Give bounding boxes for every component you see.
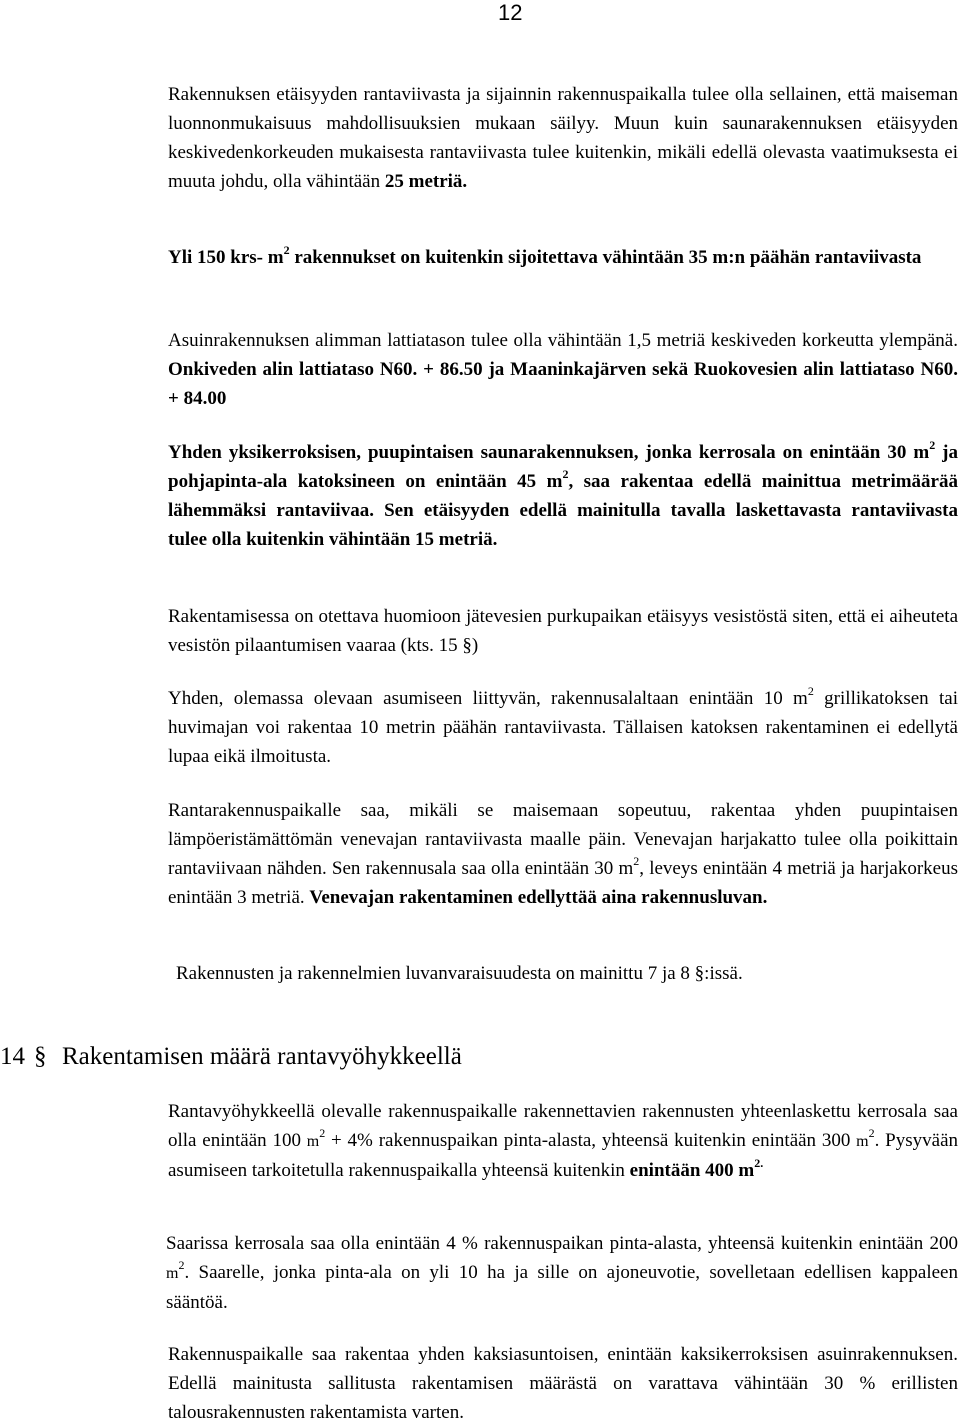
paragraph-floor-area [168, 1097, 958, 1185]
paragraph-text: Rakennuksen etäisyyden rantaviivasta ja sijainnin rakennuspaikalla tulee olla sellainen, että maiseman luonnonmukaisuus mahdollisuuksien mukaan säilyy. Muun kuin saunarakennuksen etäisyyden keskivedenkorkeuden mukaisesta rantaviivasta tulee kuitenkin, mikäli edellä olevasta vaatimuksesta ei muuta johdu, olla vähintään [168, 84, 958, 192]
paragraph-text: , leveys enintään 4 metriä ja harjakorkeus enintään 3 metriä. [168, 858, 958, 908]
superscript: 2 [868, 1126, 875, 1140]
unit-m: m [166, 1265, 179, 1282]
paragraph-text: + 4% rakennuspaikan pinta-alasta, yhteensä kuitenkin enintään 300 [325, 1130, 851, 1151]
superscript: 2 [807, 684, 814, 698]
section-title: Rakentamisen määrä rantavyöhykkeellä [62, 1043, 462, 1070]
paragraph-text: . Pysyvään asumiseen tarkoitetulla rakennuspaikalla yhteensä kuitenkin [168, 1130, 959, 1181]
paragraph-large-buildings [168, 243, 958, 272]
unit-m: m [738, 1160, 755, 1181]
paragraph-permit-reference [176, 959, 956, 988]
section-heading [0, 1043, 462, 1071]
paragraph-text: . Saarelle, jonka pinta-ala on yli 10 ha ja sille on ajoneuvotie, sovelletaan edellisen kappaleen sääntöä. [166, 1262, 958, 1313]
superscript: 2 [283, 243, 290, 257]
paragraph-floor-level [168, 326, 958, 413]
paragraph-text: rakennukset on kuitenkin sijoitettava vähintään 35 m:n päähän rantaviivasta [289, 247, 922, 268]
paragraph-text: Yli 150 krs- m [168, 247, 284, 268]
superscript: 2 [562, 467, 569, 481]
paragraph-text: Saarissa kerrosala saa olla enintään 4 % rakennuspaikan pinta-alasta, yhteensä kuitenkin enintään 200 [166, 1233, 958, 1254]
superscript: 2 [633, 854, 640, 868]
paragraph-text: Rantavyöhykkeellä olevalle rakennuspaikalle rakennettavien rakennusten yhteenlaskettu kerrosala saa olla enintään 100 [168, 1101, 958, 1151]
paragraph-text: Yhden, olemassa olevaan asumiseen liittyvän, rakennusalaltaan enintään 10 m [168, 688, 808, 709]
section-symbol: § [34, 1043, 47, 1070]
superscript: 2 [178, 1258, 185, 1272]
bold-floor-levels: Onkiveden alin lattiataso N60. + 86.50 ja Maaninkajärven sekä Ruokovesien alin lattiataso N60. + 84.00 [168, 359, 958, 409]
bold-distance: 25 metriä. [384, 171, 468, 192]
bold-permit-required: Venevajan rakentaminen edellyttää aina rakennusluvan. [309, 887, 768, 908]
paragraph-text: Rakennuspaikalle saa rakentaa yhden kaksiasuntoisen, enintään kaksikerroksisen asuinrakennuksen. Edellä mainitusta sallitusta rakentamisen määrästä on varattava vähintään 30 % erillisten talousrakennusten rakentamista varten. [168, 1344, 958, 1423]
paragraph-grill-shelter [168, 684, 958, 771]
page-number: 12 [498, 0, 523, 25]
section-number: 14 [0, 1043, 25, 1070]
paragraph-residential [168, 1340, 958, 1427]
paragraph-text: ja pohjapinta-ala katoksineen on enintään 45 m [168, 442, 959, 492]
paragraph-wastewater [168, 602, 958, 660]
superscript: 2 [929, 438, 936, 452]
paragraph-text: Rakennusten ja rakennelmien luvanvaraisuudesta on mainittu 7 ja 8 §:issä. [176, 963, 743, 984]
paragraph-text: Yhden yksikerroksisen, puupintaisen saunarakennuksen, jonka kerrosala on enintään 30 m [168, 442, 930, 463]
paragraph-shore-distance [168, 80, 958, 196]
bold-max-area: enintään 400 [629, 1160, 734, 1181]
paragraph-boathouse [168, 796, 958, 912]
unit-m: m [306, 1133, 320, 1150]
superscript: 2. [754, 1156, 764, 1170]
paragraph-text: , saa rakentaa edellä mainittua metrimäärää lähemmäksi rantaviivaa. Sen etäisyyden edellä mainitulla tavalla laskettavasta rantaviivasta tulee olla kuitenkin vähintään 15 metriä. [168, 471, 958, 550]
paragraph-islands [166, 1229, 958, 1317]
superscript: 2 [319, 1126, 326, 1140]
paragraph-text: grillikatoksen tai huvimajan voi rakentaa 10 metrin päähän rantaviivasta. Tällaisen katoksen rakentaminen ei edellytä lupaa eikä ilmoitusta. [168, 688, 958, 767]
unit-m: m [856, 1133, 869, 1150]
paragraph-text: Rakentamisessa on otettava huomioon jätevesien purkupaikan etäisyys vesistöstä siten, että ei aiheuteta vesistön pilaantumisen vaaraa (kts. 15 §) [168, 606, 958, 656]
paragraph-sauna [168, 438, 958, 554]
paragraph-text: Asuinrakennuksen alimman lattiatason tulee olla vähintään 1,5 metriä keskiveden korkeutta ylempänä. [168, 330, 958, 351]
paragraph-text: Rantarakennuspaikalle saa, mikäli se maisemaan sopeutuu, rakentaa yhden puupintaisen lämpöeristämättömän venevajan rantaviivasta maalle päin. Venevajan harjakatto tulee olla poikittain rantaviivaan nähden. Sen rakennusala saa olla enintään 30 m [168, 800, 958, 879]
